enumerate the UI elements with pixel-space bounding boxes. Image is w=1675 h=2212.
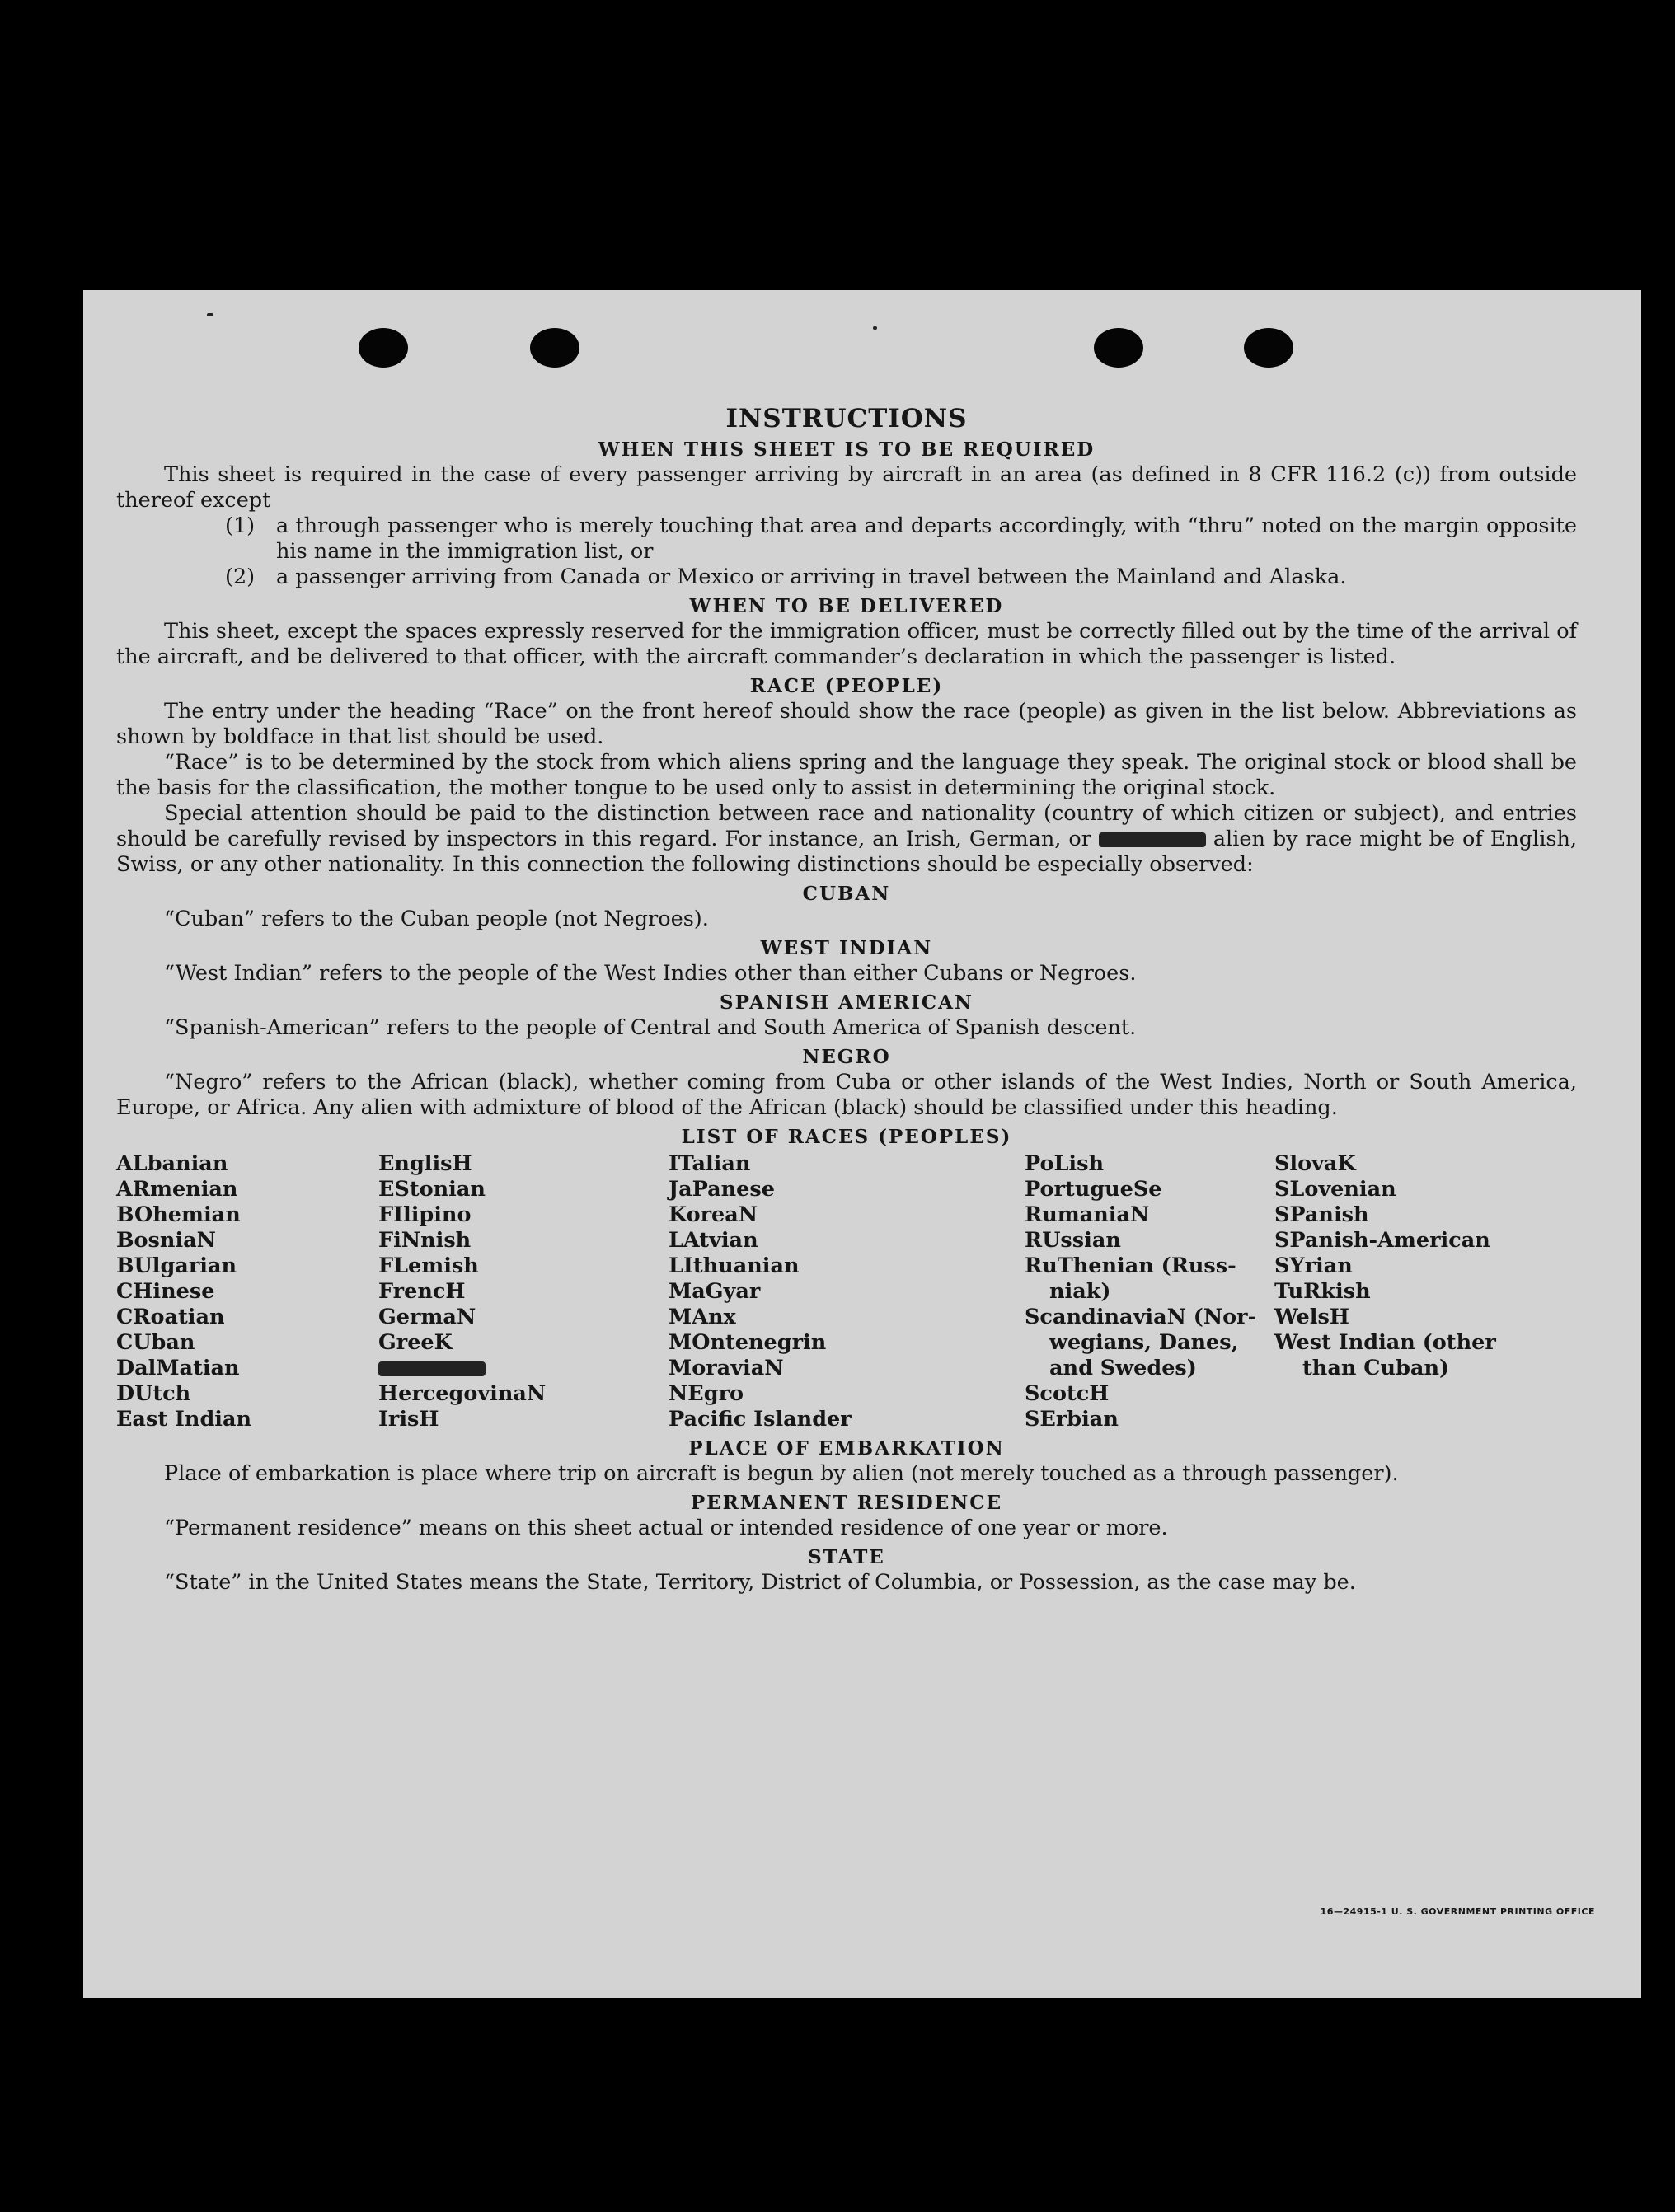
heading-cuban: CUBAN — [802, 883, 891, 905]
race-item: TuRkish — [1274, 1279, 1371, 1304]
page-title: INSTRUCTIONS — [725, 404, 968, 433]
races-list — [116, 1151, 1577, 1432]
race-item: KoreaN — [669, 1202, 758, 1227]
exception-text: a through passenger who is merely touching that area and departs accordingly, with “thru” noted on the margin opposite his name in the immigration list, or — [276, 513, 1577, 564]
race-item: FIlipino — [378, 1202, 472, 1227]
race-item: LIthuanian — [669, 1254, 800, 1278]
race-item: CHinese — [116, 1279, 215, 1304]
race-item: JaPanese — [669, 1177, 775, 1202]
race-item: GreeK — [378, 1330, 453, 1355]
race-item: IrisH — [378, 1407, 439, 1432]
race-item: LAtvian — [669, 1228, 758, 1253]
exception-item — [225, 565, 1577, 590]
race-item: RuThenian (Russ- — [1025, 1254, 1236, 1278]
race-item: Pacific Islander — [669, 1407, 852, 1432]
paragraph-state: “State” in the United States means the State, Territory, District of Columbia, or Possession, as the case may be. — [164, 1570, 1356, 1595]
heading-west-indian: WEST INDIAN — [760, 937, 933, 959]
paragraph-when-delivered: This sheet, except the spaces expressly reserved for the immigration officer, must be correctly filled out by the time of the arrival of the aircraft, and be delivered to that officer, with the aircraft commander’s declaration in which the passenger is listed. — [116, 619, 1577, 669]
paragraph-permanent-residence: “Permanent residence” means on this sheet actual or intended residence of one year or more. — [164, 1516, 1168, 1540]
heading-race: RACE (PEOPLE) — [749, 675, 944, 697]
race-item: East Indian — [116, 1407, 252, 1432]
race-item: RUssian — [1025, 1228, 1121, 1253]
exception-number: (1) — [225, 513, 256, 538]
race-item: FLemish — [378, 1254, 479, 1278]
paper-speck — [873, 326, 877, 330]
punch-hole — [530, 328, 579, 368]
paragraph-cuban: “Cuban” refers to the Cuban people (not Negroes). — [164, 907, 709, 931]
race-item: PoLish — [1025, 1151, 1105, 1176]
exception-number: (2) — [225, 565, 256, 589]
printer-mark: 16—24915-1 U. S. GOVERNMENT PRINTING OFFICE — [1320, 1906, 1595, 1917]
struck-out-word — [1099, 832, 1206, 847]
heading-permanent-residence: PERMANENT RESIDENCE — [690, 1492, 1003, 1514]
race-item: PortugueSe — [1025, 1177, 1162, 1202]
race-item-continuation: than Cuban) — [1302, 1356, 1450, 1380]
paragraph-race-3-start: Special attention should be paid to the distinction between race and nationality (country of which citizen or subject), and entries should be carefully revised by inspectors in this regard. For instance, an Irish, German, or — [116, 801, 1577, 851]
race-item-struck — [378, 1356, 669, 1381]
race-item: MoraviaN — [669, 1356, 784, 1380]
race-item: West Indian (other — [1274, 1330, 1496, 1355]
paragraph-race-3 — [116, 801, 1577, 878]
race-item-continuation: and Swedes) — [1049, 1356, 1197, 1380]
race-item: NEgro — [669, 1381, 744, 1406]
race-item: BUlgarian — [116, 1254, 237, 1278]
races-column-5 — [1274, 1151, 1522, 1432]
race-item: DalMatian — [116, 1356, 240, 1380]
paragraph-west-indian: “West Indian” refers to the people of the West Indies other than either Cubans or Negroes. — [164, 961, 1137, 986]
race-item: DUtch — [116, 1381, 191, 1406]
race-item-continuation: wegians, Danes, — [1049, 1330, 1239, 1355]
heading-spanish-american: SPANISH AMERICAN — [719, 991, 974, 1014]
race-item: RumaniaN — [1025, 1202, 1150, 1227]
race-item: SErbian — [1025, 1407, 1119, 1432]
race-item: SLovenian — [1274, 1177, 1396, 1202]
race-item: FrencH — [378, 1279, 466, 1304]
races-column-3 — [669, 1151, 1025, 1432]
paragraph-spanish-american: “Spanish-American” refers to the people of Central and South America of Spanish descent. — [164, 1015, 1137, 1040]
race-item: SlovaK — [1274, 1151, 1356, 1176]
race-item: WelsH — [1274, 1305, 1349, 1329]
race-item: ARmenian — [116, 1177, 238, 1202]
instruction-sheet — [83, 290, 1641, 1998]
race-item: BosniaN — [116, 1228, 216, 1253]
paper-speck — [207, 313, 213, 316]
race-item: EnglisH — [378, 1151, 472, 1176]
race-item: SYrian — [1274, 1254, 1353, 1278]
race-item: EStonian — [378, 1177, 486, 1202]
paragraph-negro: “Negro” refers to the African (black), whether coming from Cuba or other islands of the West Indies, North or South America, Europe, or Africa. Any alien with admixture of blood of the African (black) should be classified under this heading. — [116, 1070, 1577, 1120]
race-item: ScandinaviaN (Nor- — [1025, 1305, 1257, 1329]
heading-state: STATE — [808, 1546, 885, 1568]
heading-negro: NEGRO — [802, 1046, 891, 1068]
race-item: MaGyar — [669, 1279, 761, 1304]
exception-item — [225, 513, 1577, 565]
race-item: HercegovinaN — [378, 1381, 547, 1406]
race-item: GermaN — [378, 1305, 476, 1329]
paragraph-race-3-end: alien by race might be of English, Swiss, or any other nationality. In this connection the following distinctions should be especially observed: — [116, 827, 1577, 877]
race-item: MOntenegrin — [669, 1330, 827, 1355]
race-item: BOhemian — [116, 1202, 241, 1227]
instructions-body — [116, 404, 1577, 1596]
race-item: MAnx — [669, 1305, 736, 1329]
race-item: SPanish-American — [1274, 1228, 1490, 1253]
punch-hole — [1244, 328, 1293, 368]
heading-list-of-races: LIST OF RACES (PEOPLES) — [681, 1126, 1012, 1148]
race-item: ITalian — [669, 1151, 751, 1176]
paragraph-race-1: The entry under the heading “Race” on the front hereof should show the race (people) as given in the list below. Abbreviations as shown by boldface in that list should be used. — [116, 699, 1577, 749]
race-item: FiNnish — [378, 1228, 472, 1253]
race-item: CUban — [116, 1330, 195, 1355]
punch-hole — [1094, 328, 1143, 368]
race-item: SPanish — [1274, 1202, 1369, 1227]
race-item-continuation: niak) — [1049, 1279, 1111, 1304]
races-column-2 — [378, 1151, 669, 1432]
heading-embarkation: PLACE OF EMBARKATION — [688, 1437, 1005, 1460]
struck-out-word — [378, 1361, 486, 1376]
paragraph-embarkation: Place of embarkation is place where trip on aircraft is begun by alien (not merely touched as a through passenger). — [164, 1461, 1399, 1486]
paragraph-race-2: “Race” is to be determined by the stock from which aliens spring and the language they speak. The original stock or blood shall be the basis for the classification, the mother tongue to be used only to assist in determining the original stock. — [116, 750, 1577, 800]
punch-hole — [359, 328, 408, 368]
race-item: ALbanian — [116, 1151, 228, 1176]
paragraph-when-required: This sheet is required in the case of every passenger arriving by aircraft in an area (as defined in 8 CFR 116.2 (c)) from outside thereof except — [116, 462, 1577, 513]
races-column-1 — [116, 1151, 378, 1432]
race-item: CRoatian — [116, 1305, 225, 1329]
heading-when-required: WHEN THIS SHEET IS TO BE REQUIRED — [598, 438, 1096, 461]
heading-when-delivered: WHEN TO BE DELIVERED — [689, 595, 1004, 617]
races-column-4 — [1025, 1151, 1274, 1432]
race-item: ScotcH — [1025, 1381, 1110, 1406]
exception-text: a passenger arriving from Canada or Mexico or arriving in travel between the Mainland and Alaska. — [276, 565, 1347, 589]
